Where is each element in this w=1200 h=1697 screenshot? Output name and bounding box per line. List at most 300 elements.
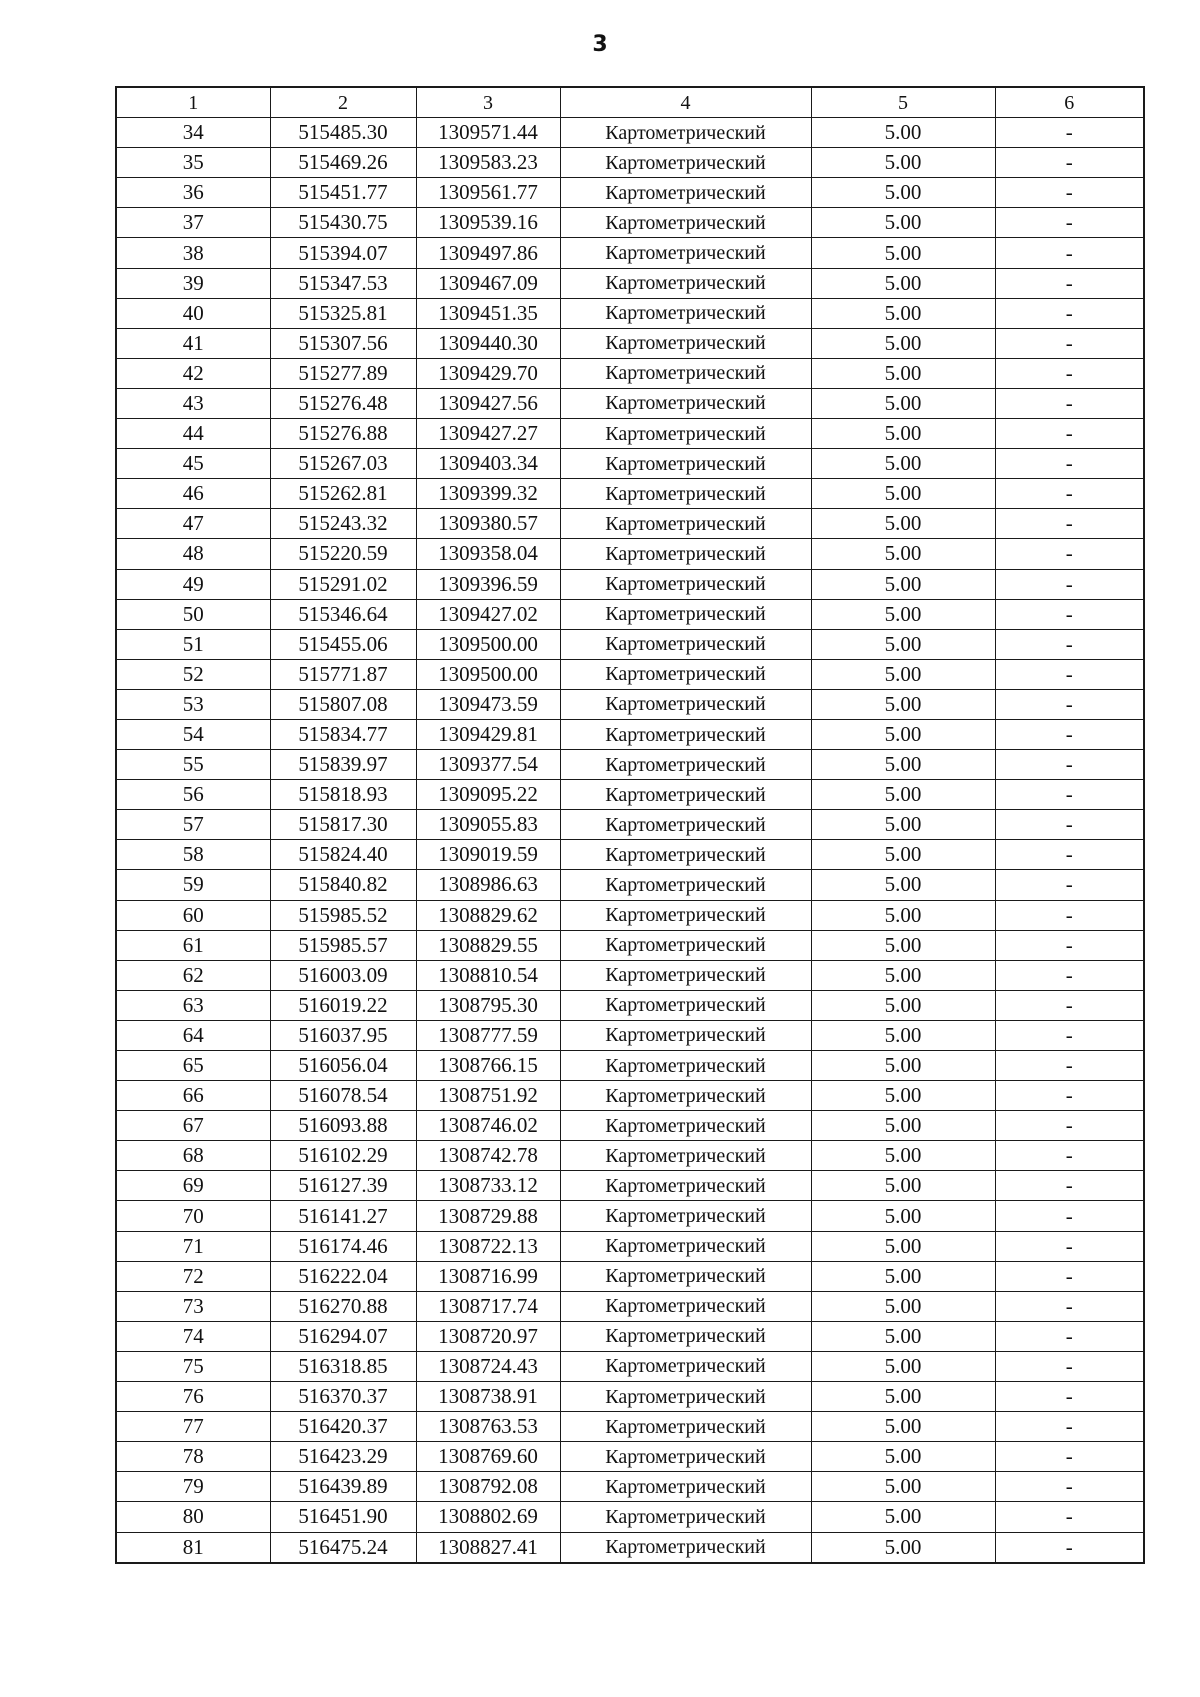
accuracy-cell: 5.00 [811,1502,995,1532]
y-coordinate-cell: 1309095.22 [416,780,560,810]
accuracy-cell: 5.00 [811,840,995,870]
note-cell: - [995,539,1144,569]
point-number-cell: 35 [116,148,270,178]
y-coordinate-cell: 1308769.60 [416,1442,560,1472]
point-number-cell: 61 [116,930,270,960]
x-coordinate-cell: 515307.56 [270,328,416,358]
point-number-cell: 50 [116,599,270,629]
x-coordinate-cell: 515291.02 [270,569,416,599]
y-coordinate-cell: 1309055.83 [416,810,560,840]
note-cell: - [995,810,1144,840]
note-cell: - [995,1502,1144,1532]
x-coordinate-cell: 515346.64 [270,599,416,629]
method-cell: Картометрический [560,1020,811,1050]
table-row [116,689,1144,719]
table-row [116,629,1144,659]
x-coordinate-cell: 516270.88 [270,1291,416,1321]
point-number-cell: 78 [116,1442,270,1472]
y-coordinate-cell: 1308716.99 [416,1261,560,1291]
table-row [116,1291,1144,1321]
note-cell: - [995,750,1144,780]
note-cell: - [995,1291,1144,1321]
method-cell: Картометрический [560,780,811,810]
point-number-cell: 80 [116,1502,270,1532]
x-coordinate-cell: 515834.77 [270,719,416,749]
accuracy-cell: 5.00 [811,1020,995,1050]
table-row [116,1020,1144,1050]
y-coordinate-cell: 1308777.59 [416,1020,560,1050]
method-cell: Картометрический [560,1382,811,1412]
point-number-cell: 53 [116,689,270,719]
y-coordinate-cell: 1309467.09 [416,268,560,298]
accuracy-cell: 5.00 [811,1532,995,1563]
method-cell: Картометрический [560,810,811,840]
table-row [116,599,1144,629]
y-coordinate-cell: 1308724.43 [416,1351,560,1381]
method-cell: Картометрический [560,388,811,418]
accuracy-cell: 5.00 [811,479,995,509]
y-coordinate-cell: 1309429.81 [416,719,560,749]
table-row [116,1472,1144,1502]
accuracy-cell: 5.00 [811,569,995,599]
method-cell: Картометрический [560,1532,811,1563]
column-header-1: 1 [116,87,270,118]
note-cell: - [995,1382,1144,1412]
table-row [116,960,1144,990]
note-cell: - [995,388,1144,418]
method-cell: Картометрический [560,449,811,479]
x-coordinate-cell: 515394.07 [270,238,416,268]
note-cell: - [995,1051,1144,1081]
y-coordinate-cell: 1309427.02 [416,599,560,629]
point-number-cell: 39 [116,268,270,298]
accuracy-cell: 5.00 [811,990,995,1020]
table-row [116,810,1144,840]
method-cell: Картометрический [560,1502,811,1532]
x-coordinate-cell: 515817.30 [270,810,416,840]
accuracy-cell: 5.00 [811,1261,995,1291]
y-coordinate-cell: 1309377.54 [416,750,560,780]
y-coordinate-cell: 1309440.30 [416,328,560,358]
accuracy-cell: 5.00 [811,1291,995,1321]
column-header-5: 5 [811,87,995,118]
note-cell: - [995,659,1144,689]
y-coordinate-cell: 1308986.63 [416,870,560,900]
accuracy-cell: 5.00 [811,509,995,539]
x-coordinate-cell: 515347.53 [270,268,416,298]
accuracy-cell: 5.00 [811,148,995,178]
y-coordinate-cell: 1308729.88 [416,1201,560,1231]
method-cell: Картометрический [560,1442,811,1472]
accuracy-cell: 5.00 [811,1442,995,1472]
table-row [116,870,1144,900]
note-cell: - [995,118,1144,148]
x-coordinate-cell: 516127.39 [270,1171,416,1201]
note-cell: - [995,449,1144,479]
y-coordinate-cell: 1309539.16 [416,208,560,238]
point-number-cell: 67 [116,1111,270,1141]
accuracy-cell: 5.00 [811,930,995,960]
note-cell: - [995,870,1144,900]
table-row [116,449,1144,479]
method-cell: Картометрический [560,268,811,298]
point-number-cell: 62 [116,960,270,990]
x-coordinate-cell: 515985.52 [270,900,416,930]
note-cell: - [995,1020,1144,1050]
method-cell: Картометрический [560,930,811,960]
x-coordinate-cell: 515771.87 [270,659,416,689]
note-cell: - [995,148,1144,178]
x-coordinate-cell: 516222.04 [270,1261,416,1291]
note-cell: - [995,569,1144,599]
table-row [116,1171,1144,1201]
table-row [116,1502,1144,1532]
column-header-3: 3 [416,87,560,118]
point-number-cell: 60 [116,900,270,930]
method-cell: Картометрический [560,1051,811,1081]
y-coordinate-cell: 1309429.70 [416,358,560,388]
method-cell: Картометрический [560,629,811,659]
point-number-cell: 43 [116,388,270,418]
table-row [116,1111,1144,1141]
point-number-cell: 51 [116,629,270,659]
x-coordinate-cell: 515277.89 [270,358,416,388]
table-body [116,118,1144,1563]
column-header-2: 2 [270,87,416,118]
header-row [116,87,1144,118]
method-cell: Картометрический [560,358,811,388]
x-coordinate-cell: 515485.30 [270,118,416,148]
note-cell: - [995,509,1144,539]
x-coordinate-cell: 515220.59 [270,539,416,569]
accuracy-cell: 5.00 [811,810,995,840]
y-coordinate-cell: 1308827.41 [416,1532,560,1563]
y-coordinate-cell: 1308810.54 [416,960,560,990]
table-row [116,268,1144,298]
table-row [116,118,1144,148]
method-cell: Картометрический [560,419,811,449]
accuracy-cell: 5.00 [811,1051,995,1081]
x-coordinate-cell: 515455.06 [270,629,416,659]
accuracy-cell: 5.00 [811,1111,995,1141]
point-number-cell: 77 [116,1412,270,1442]
point-number-cell: 48 [116,539,270,569]
note-cell: - [995,1442,1144,1472]
table-row [116,178,1144,208]
method-cell: Картометрический [560,1201,811,1231]
point-number-cell: 47 [116,509,270,539]
x-coordinate-cell: 516019.22 [270,990,416,1020]
table-row [116,148,1144,178]
x-coordinate-cell: 516439.89 [270,1472,416,1502]
point-number-cell: 44 [116,419,270,449]
point-number-cell: 63 [116,990,270,1020]
accuracy-cell: 5.00 [811,178,995,208]
point-number-cell: 65 [116,1051,270,1081]
accuracy-cell: 5.00 [811,1141,995,1171]
method-cell: Картометрический [560,870,811,900]
note-cell: - [995,1351,1144,1381]
y-coordinate-cell: 1309451.35 [416,298,560,328]
note-cell: - [995,328,1144,358]
table-row [116,659,1144,689]
accuracy-cell: 5.00 [811,870,995,900]
x-coordinate-cell: 516141.27 [270,1201,416,1231]
method-cell: Картометрический [560,659,811,689]
method-cell: Картометрический [560,569,811,599]
point-number-cell: 56 [116,780,270,810]
y-coordinate-cell: 1309427.56 [416,388,560,418]
point-number-cell: 72 [116,1261,270,1291]
coordinates-table [115,86,1145,1564]
point-number-cell: 57 [116,810,270,840]
y-coordinate-cell: 1308751.92 [416,1081,560,1111]
x-coordinate-cell: 516003.09 [270,960,416,990]
x-coordinate-cell: 515267.03 [270,449,416,479]
y-coordinate-cell: 1309561.77 [416,178,560,208]
note-cell: - [995,719,1144,749]
x-coordinate-cell: 515451.77 [270,178,416,208]
method-cell: Картометрический [560,900,811,930]
table-row [116,1141,1144,1171]
x-coordinate-cell: 516318.85 [270,1351,416,1381]
table-row [116,208,1144,238]
note-cell: - [995,629,1144,659]
method-cell: Картометрический [560,1231,811,1261]
method-cell: Картометрический [560,750,811,780]
y-coordinate-cell: 1308802.69 [416,1502,560,1532]
point-number-cell: 68 [116,1141,270,1171]
table-row [116,328,1144,358]
y-coordinate-cell: 1309583.23 [416,148,560,178]
note-cell: - [995,1472,1144,1502]
x-coordinate-cell: 515985.57 [270,930,416,960]
y-coordinate-cell: 1309380.57 [416,509,560,539]
note-cell: - [995,930,1144,960]
method-cell: Картометрический [560,1321,811,1351]
point-number-cell: 46 [116,479,270,509]
point-number-cell: 73 [116,1291,270,1321]
note-cell: - [995,990,1144,1020]
accuracy-cell: 5.00 [811,1171,995,1201]
point-number-cell: 36 [116,178,270,208]
point-number-cell: 64 [116,1020,270,1050]
accuracy-cell: 5.00 [811,629,995,659]
x-coordinate-cell: 515430.75 [270,208,416,238]
x-coordinate-cell: 516093.88 [270,1111,416,1141]
y-coordinate-cell: 1309500.00 [416,659,560,689]
method-cell: Картометрический [560,118,811,148]
x-coordinate-cell: 515818.93 [270,780,416,810]
accuracy-cell: 5.00 [811,780,995,810]
point-number-cell: 45 [116,449,270,479]
method-cell: Картометрический [560,990,811,1020]
accuracy-cell: 5.00 [811,1081,995,1111]
method-cell: Картометрический [560,719,811,749]
table-row [116,719,1144,749]
table-row [116,388,1144,418]
x-coordinate-cell: 516451.90 [270,1502,416,1532]
note-cell: - [995,960,1144,990]
table-row [116,840,1144,870]
point-number-cell: 38 [116,238,270,268]
table-row [116,780,1144,810]
accuracy-cell: 5.00 [811,900,995,930]
x-coordinate-cell: 516423.29 [270,1442,416,1472]
y-coordinate-cell: 1309571.44 [416,118,560,148]
table-row [116,1532,1144,1563]
table-row [116,1231,1144,1261]
accuracy-cell: 5.00 [811,1231,995,1261]
note-cell: - [995,358,1144,388]
x-coordinate-cell: 516174.46 [270,1231,416,1261]
accuracy-cell: 5.00 [811,1382,995,1412]
accuracy-cell: 5.00 [811,298,995,328]
accuracy-cell: 5.00 [811,449,995,479]
x-coordinate-cell: 515325.81 [270,298,416,328]
table-row [116,479,1144,509]
method-cell: Картометрический [560,1141,811,1171]
note-cell: - [995,268,1144,298]
accuracy-cell: 5.00 [811,118,995,148]
note-cell: - [995,1201,1144,1231]
y-coordinate-cell: 1309497.86 [416,238,560,268]
point-number-cell: 37 [116,208,270,238]
x-coordinate-cell: 515262.81 [270,479,416,509]
table-row [116,539,1144,569]
point-number-cell: 54 [116,719,270,749]
table-row [116,298,1144,328]
note-cell: - [995,1081,1144,1111]
method-cell: Картометрический [560,509,811,539]
table-row [116,1051,1144,1081]
y-coordinate-cell: 1308742.78 [416,1141,560,1171]
method-cell: Картометрический [560,599,811,629]
x-coordinate-cell: 515243.32 [270,509,416,539]
method-cell: Картометрический [560,1081,811,1111]
x-coordinate-cell: 515839.97 [270,750,416,780]
table-row [116,1442,1144,1472]
accuracy-cell: 5.00 [811,1321,995,1351]
accuracy-cell: 5.00 [811,1472,995,1502]
note-cell: - [995,238,1144,268]
y-coordinate-cell: 1309399.32 [416,479,560,509]
table-row [116,1412,1144,1442]
y-coordinate-cell: 1308717.74 [416,1291,560,1321]
table-row [116,358,1144,388]
point-number-cell: 76 [116,1382,270,1412]
point-number-cell: 75 [116,1351,270,1381]
accuracy-cell: 5.00 [811,1351,995,1381]
table-row [116,569,1144,599]
accuracy-cell: 5.00 [811,419,995,449]
y-coordinate-cell: 1308829.62 [416,900,560,930]
note-cell: - [995,419,1144,449]
x-coordinate-cell: 516370.37 [270,1382,416,1412]
method-cell: Картометрический [560,1472,811,1502]
table-row [116,900,1144,930]
note-cell: - [995,599,1144,629]
point-number-cell: 58 [116,840,270,870]
page-number: 3 [592,32,608,57]
x-coordinate-cell: 515807.08 [270,689,416,719]
note-cell: - [995,1261,1144,1291]
table-row [116,238,1144,268]
method-cell: Картометрический [560,539,811,569]
note-cell: - [995,1111,1144,1141]
point-number-cell: 69 [116,1171,270,1201]
accuracy-cell: 5.00 [811,659,995,689]
y-coordinate-cell: 1309019.59 [416,840,560,870]
point-number-cell: 74 [116,1321,270,1351]
y-coordinate-cell: 1309396.59 [416,569,560,599]
y-coordinate-cell: 1308746.02 [416,1111,560,1141]
note-cell: - [995,1171,1144,1201]
table-row [116,1261,1144,1291]
note-cell: - [995,178,1144,208]
accuracy-cell: 5.00 [811,689,995,719]
method-cell: Картометрический [560,148,811,178]
note-cell: - [995,1141,1144,1171]
x-coordinate-cell: 515824.40 [270,840,416,870]
note-cell: - [995,298,1144,328]
accuracy-cell: 5.00 [811,358,995,388]
x-coordinate-cell: 516056.04 [270,1051,416,1081]
method-cell: Картометрический [560,328,811,358]
method-cell: Картометрический [560,1111,811,1141]
point-number-cell: 42 [116,358,270,388]
point-number-cell: 41 [116,328,270,358]
table-header [116,87,1144,118]
accuracy-cell: 5.00 [811,388,995,418]
method-cell: Картометрический [560,298,811,328]
y-coordinate-cell: 1309427.27 [416,419,560,449]
method-cell: Картометрический [560,689,811,719]
note-cell: - [995,780,1144,810]
x-coordinate-cell: 516078.54 [270,1081,416,1111]
column-header-6: 6 [995,87,1144,118]
note-cell: - [995,1231,1144,1261]
y-coordinate-cell: 1308795.30 [416,990,560,1020]
y-coordinate-cell: 1308766.15 [416,1051,560,1081]
accuracy-cell: 5.00 [811,328,995,358]
point-number-cell: 59 [116,870,270,900]
method-cell: Картометрический [560,1261,811,1291]
accuracy-cell: 5.00 [811,1201,995,1231]
point-number-cell: 52 [116,659,270,689]
table-row [116,930,1144,960]
y-coordinate-cell: 1308763.53 [416,1412,560,1442]
accuracy-cell: 5.00 [811,539,995,569]
accuracy-cell: 5.00 [811,238,995,268]
note-cell: - [995,1532,1144,1563]
method-cell: Картометрический [560,1351,811,1381]
y-coordinate-cell: 1308720.97 [416,1321,560,1351]
table-row [116,750,1144,780]
y-coordinate-cell: 1309403.34 [416,449,560,479]
point-number-cell: 70 [116,1201,270,1231]
y-coordinate-cell: 1309500.00 [416,629,560,659]
method-cell: Картометрический [560,479,811,509]
table-row [116,1351,1144,1381]
point-number-cell: 40 [116,298,270,328]
table-row [116,419,1144,449]
method-cell: Картометрический [560,840,811,870]
y-coordinate-cell: 1308792.08 [416,1472,560,1502]
x-coordinate-cell: 515276.88 [270,419,416,449]
point-number-cell: 34 [116,118,270,148]
x-coordinate-cell: 516420.37 [270,1412,416,1442]
